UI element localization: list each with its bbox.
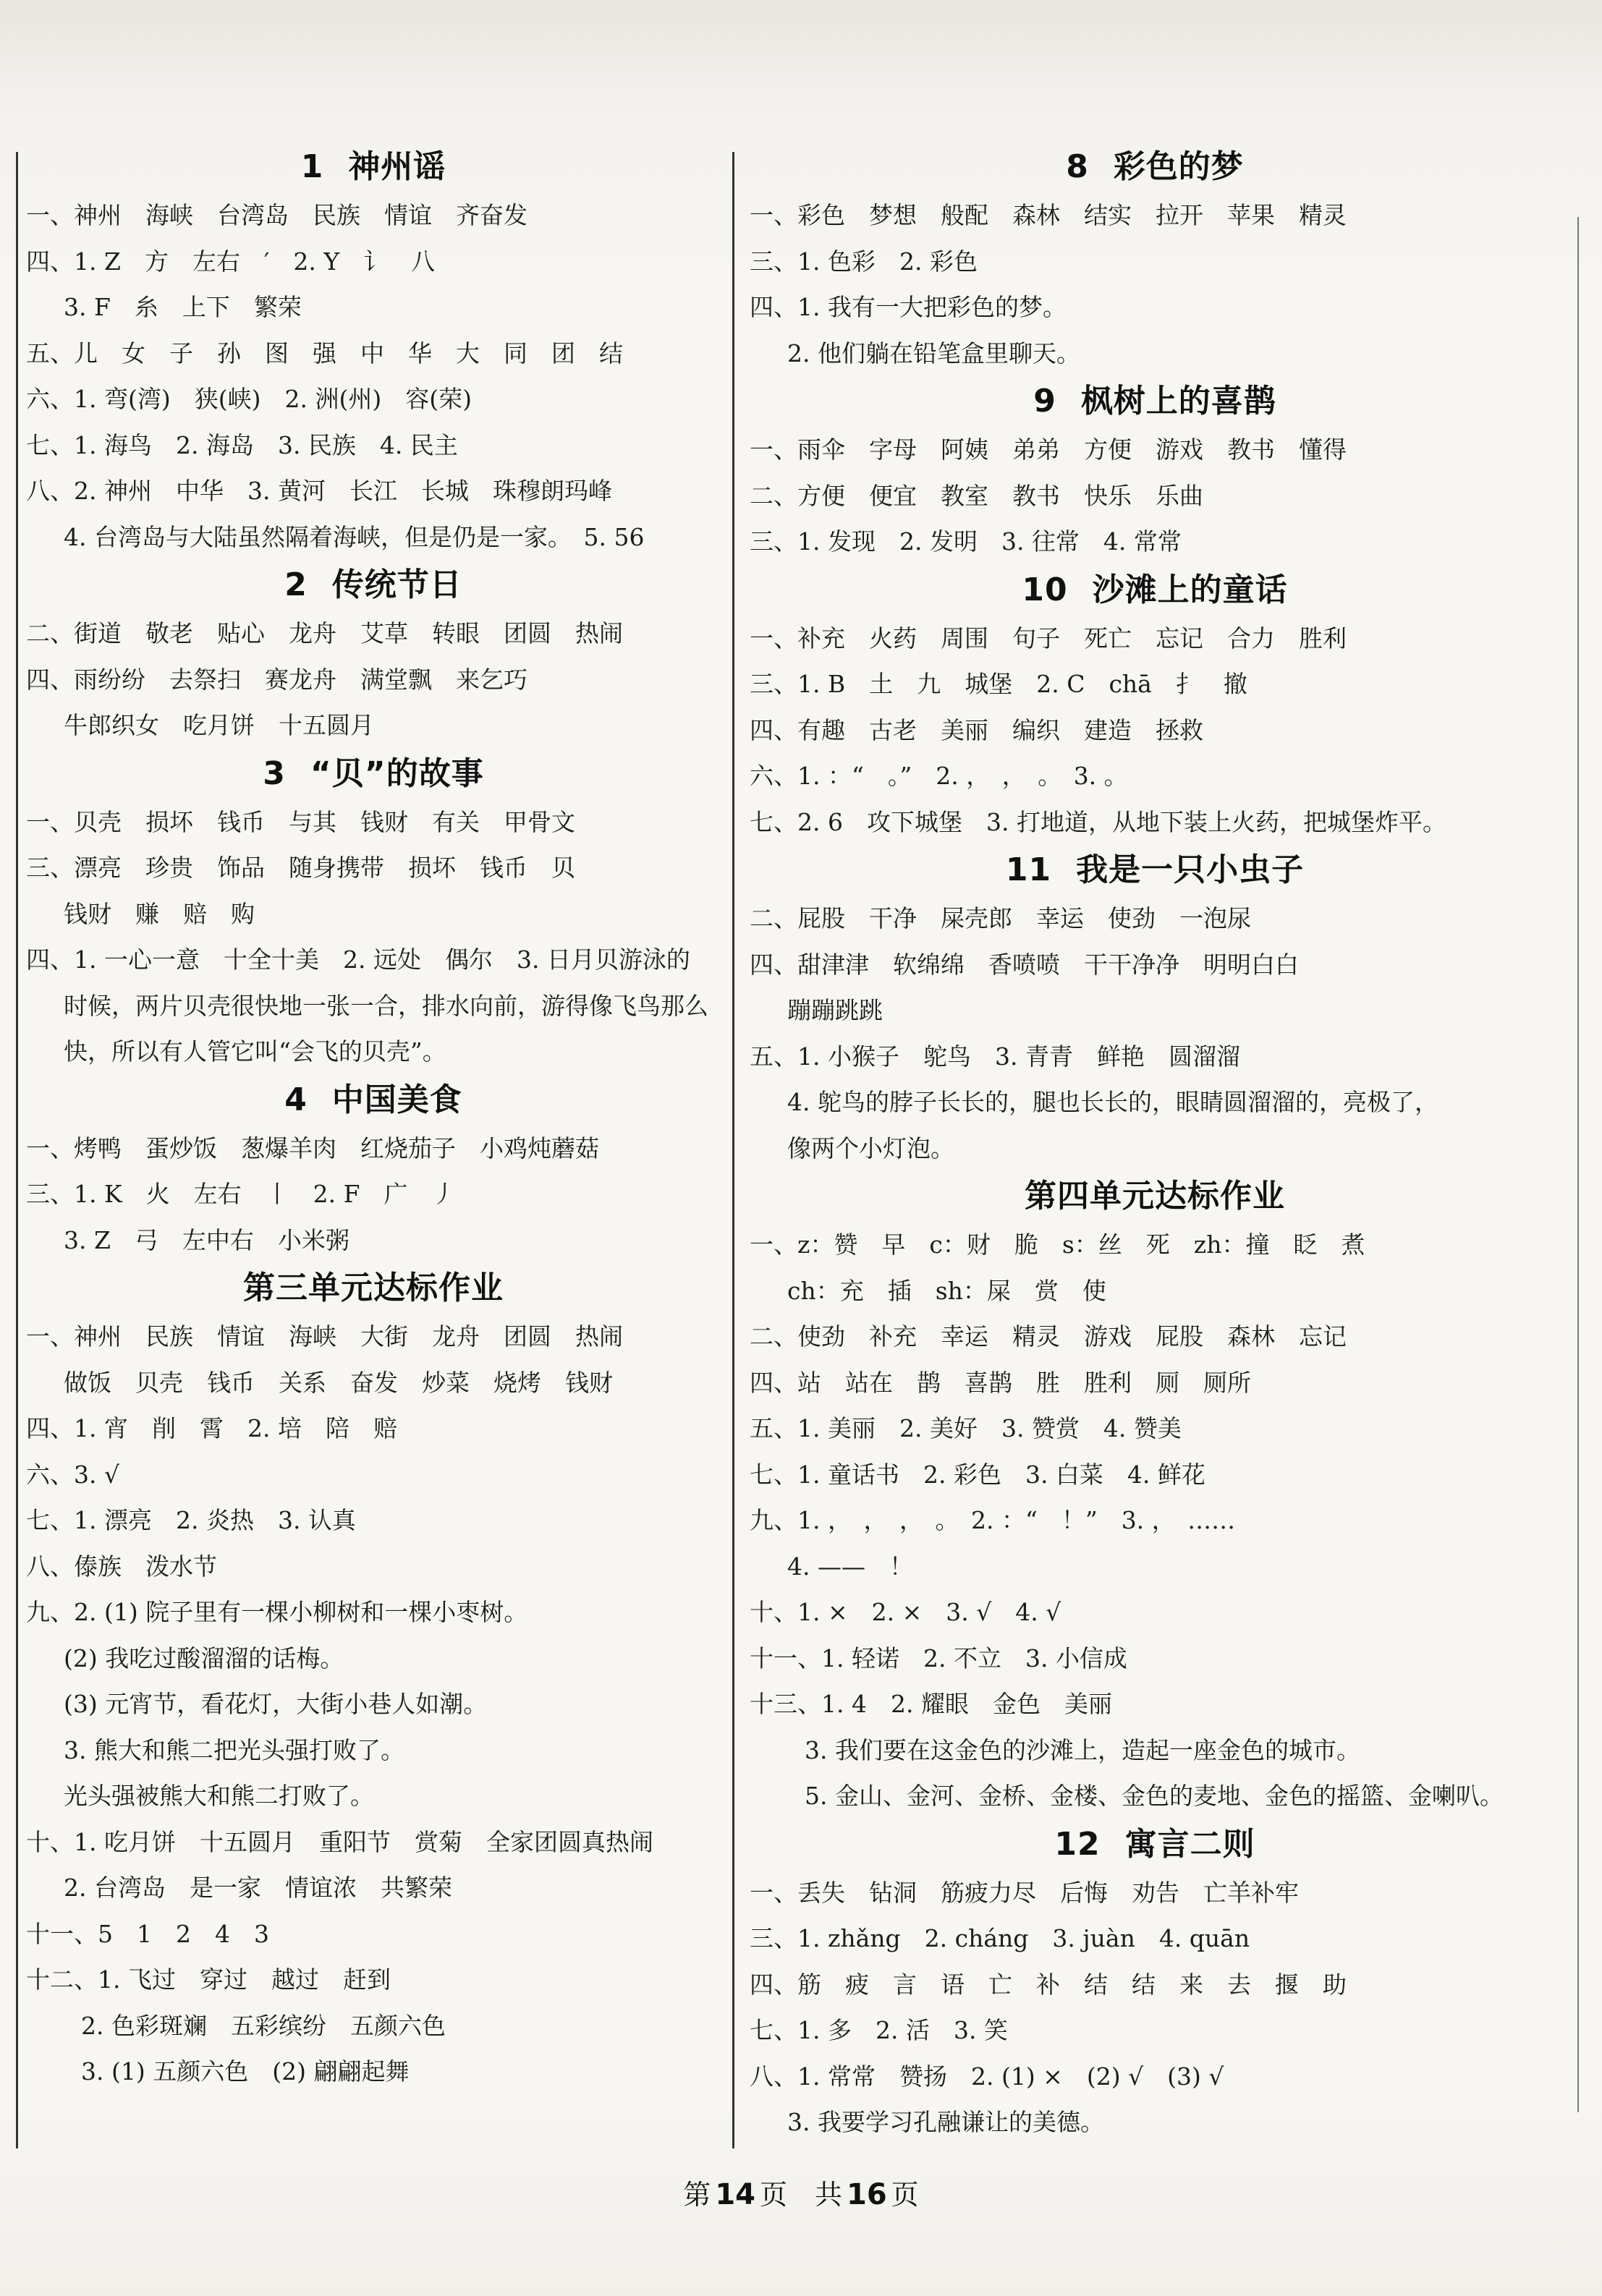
answer-line: 四、1. 我有一大把彩色的梦。 — [750, 293, 1067, 321]
answer-line: 三、1. K 火 左右 丨 2. F 广 丿 — [26, 1180, 456, 1208]
answer-line: (2) 我吃过酸溜溜的话梅。 — [64, 1644, 344, 1672]
answer-line: 三、1. B 土 九 城堡 2. C chā 扌 撤 — [750, 670, 1247, 698]
footer-middle: 页 共 — [759, 2179, 842, 2211]
answer-line: 像两个小灯泡。 — [787, 1134, 954, 1162]
answer-line: 三、1. zhǎng 2. cháng 3. juàn 4. quān — [750, 1924, 1250, 1952]
right-column — [750, 142, 1560, 2146]
answer-line: 十二、1. 飞过 穿过 越过 赶到 — [26, 1965, 391, 1994]
answer-line: 一、神州 海峡 台湾岛 民族 情谊 齐奋发 — [26, 201, 527, 229]
section-title — [750, 1171, 1560, 1222]
answer-line: 十一、1. 轻诺 2. 不立 3. 小信成 — [750, 1644, 1127, 1672]
footer-suffix: 页 — [891, 2179, 919, 2211]
page-footer — [0, 2173, 1602, 2216]
section-number: 1 — [300, 148, 324, 185]
answer-line: 四、1. 一心一意 十全十美 2. 远处 偶尔 3. 日月贝游泳的 — [26, 945, 690, 974]
answer-line: 八、傣族 泼水节 — [26, 1552, 217, 1581]
section-number: 12 — [1054, 1825, 1101, 1863]
section-title — [750, 1819, 1560, 1870]
answer-line: 八、1. 常常 赞扬 2. (1) × (2) √ (3) √ — [750, 2062, 1224, 2091]
answer-line: 一、雨伞 字母 阿姨 弟弟 方便 游戏 教书 懂得 — [750, 435, 1347, 464]
section-title-text: 神州谣 — [348, 148, 446, 185]
answer-line: 蹦蹦跳跳 — [787, 996, 883, 1024]
answer-line: 3. F 糸 上下 繁荣 — [64, 293, 302, 321]
answer-line: 4. 台湾岛与大陆虽然隔着海峡，但是仍是一家。 5. 56 — [64, 522, 645, 551]
section-title — [750, 845, 1560, 896]
answer-line: 一、彩色 梦想 般配 森林 结实 拉开 苹果 精灵 — [750, 201, 1347, 229]
answer-line: 3. 我要学习孔融谦让的美德。 — [787, 2108, 1104, 2136]
answer-line: 时候，两片贝壳很快地一张一合，排水向前，游得像飞鸟那么 — [64, 991, 708, 1020]
section-title — [26, 749, 721, 799]
answer-line: 2. 台湾岛 是一家 情谊浓 共繁荣 — [64, 1874, 452, 1902]
answer-line: 五、1. 小猴子 鸵鸟 3. 青青 鲜艳 圆溜溜 — [750, 1042, 1240, 1071]
answer-line: 五、儿 女 子 孙 图 强 中 华 大 同 团 结 — [26, 339, 623, 367]
answer-line: 二、方便 便宜 教室 教书 快乐 乐曲 — [750, 481, 1203, 510]
answer-line: 3. Z 弓 左中右 小米粥 — [64, 1225, 349, 1254]
section-number: 10 — [1022, 571, 1068, 608]
left-column — [26, 142, 721, 2095]
answer-line: ch：充 插 sh：屎 赏 使 — [787, 1276, 1106, 1305]
answer-line: 二、街道 敬老 贴心 龙舟 艾草 转眼 团圆 热闹 — [26, 619, 623, 647]
section-number: 8 — [1066, 148, 1089, 185]
answer-line: 七、1. 漂亮 2. 炎热 3. 认真 — [26, 1506, 356, 1534]
answer-line: 六、1. 弯(湾) 狭(峡) 2. 洲(州) 容(荣) — [26, 385, 472, 413]
answer-line: 二、使劲 补充 幸运 精灵 游戏 屁股 森林 忘记 — [750, 1322, 1347, 1351]
answer-line: 3. (1) 五颜六色 (2) 翩翩起舞 — [81, 2057, 410, 2085]
section-title-text: 第四单元达标作业 — [1025, 1178, 1285, 1215]
section-number: 3 — [263, 754, 286, 792]
answer-line: 十三、1. 4 2. 耀眼 金色 美丽 — [750, 1690, 1112, 1718]
answer-line: 做饭 贝壳 钱币 关系 奋发 炒菜 烧烤 钱财 — [64, 1368, 613, 1397]
answer-line: 一、丢失 钻洞 筋疲力尽 后悔 劝告 亡羊补牢 — [750, 1878, 1299, 1907]
section-title-text: “贝”的故事 — [310, 754, 484, 792]
answer-line: 一、贝壳 损坏 钱币 与其 钱财 有关 甲骨文 — [26, 807, 575, 836]
answer-line: 钱财 赚 赔 购 — [64, 899, 255, 928]
section-title — [26, 1263, 721, 1314]
answer-line: 十一、5 1 2 4 3 — [26, 1919, 269, 1948]
answer-line: 3. 我们要在这金色的沙滩上，造起一座金色的城市。 — [805, 1735, 1360, 1764]
section-title-text: 中国美食 — [331, 1081, 462, 1118]
section-title-text: 枫树上的喜鹊 — [1080, 383, 1276, 420]
right-margin-rule — [1577, 217, 1579, 2112]
section-title-text: 第三单元达标作业 — [243, 1270, 504, 1306]
answer-line: 四、甜津津 软绵绵 香喷喷 干干净净 明明白白 — [750, 950, 1299, 979]
answer-line: 四、站 站在 鹊 喜鹊 胜 胜利 厕 厕所 — [750, 1368, 1251, 1397]
answer-line: 四、有趣 古老 美丽 编织 建造 拯救 — [750, 715, 1203, 744]
answer-line: 三、1. 色彩 2. 彩色 — [750, 247, 978, 276]
answer-line: 六、3. √ — [26, 1460, 120, 1489]
section-title — [750, 142, 1560, 192]
answer-line: 四、雨纷纷 去祭扫 赛龙舟 满堂飘 来乞巧 — [26, 665, 527, 694]
section-title — [26, 1075, 721, 1126]
section-title — [750, 565, 1560, 616]
answer-line: 六、1. ：“ 。” 2. ， ， 。 3. 。 — [750, 762, 1128, 790]
answer-line: 五、1. 美丽 2. 美好 3. 赞赏 4. 赞美 — [750, 1414, 1182, 1442]
answer-line: 3. 熊大和熊二把光头强打败了。 — [64, 1735, 404, 1764]
section-number: 9 — [1033, 383, 1056, 420]
answer-line: 九、2. (1) 院子里有一棵小柳树和一棵小枣树。 — [26, 1598, 528, 1626]
section-title — [26, 142, 721, 192]
answer-line: 七、1. 童话书 2. 彩色 3. 白菜 4. 鲜花 — [750, 1460, 1205, 1489]
section-title — [750, 376, 1560, 427]
answer-line: 2. 他们躺在铅笔盒里聊天。 — [787, 339, 1080, 367]
section-title-text: 传统节日 — [331, 566, 462, 603]
answer-line: 十、1. 吃月饼 十五圆月 重阳节 赏菊 全家团圆真热闹 — [26, 1827, 653, 1856]
answer-line: 四、1. Z 方 左右 ′ 2. Y 讠 八 — [26, 247, 436, 276]
section-title-text: 沙滩上的童话 — [1092, 571, 1288, 608]
answer-line: 牛郎织女 吃月饼 十五圆月 — [64, 711, 374, 739]
answer-line: 四、筋 疲 言 语 亡 补 结 结 来 去 揠 助 — [750, 1970, 1347, 1999]
column-divider — [732, 152, 734, 2148]
answer-line: 二、屁股 干净 屎壳郎 幸运 使劲 一泡尿 — [750, 904, 1251, 932]
answer-line: 十、1. × 2. × 3. √ 4. √ — [750, 1598, 1061, 1626]
section-title-text: 我是一只小虫子 — [1076, 851, 1305, 888]
answer-line: (3) 元宵节，看花灯，大街小巷人如潮。 — [64, 1690, 488, 1718]
footer-prefix: 第 — [683, 2179, 711, 2211]
section-title-text: 彩色的梦 — [1113, 148, 1244, 185]
answer-line: 七、2. 6 攻下城堡 3. 打地道，从地下装上火药，把城堡炸平。 — [750, 807, 1446, 836]
section-title — [26, 560, 721, 611]
section-title-text: 寓言二则 — [1124, 1825, 1255, 1863]
section-number: 4 — [284, 1081, 308, 1118]
answer-line: 七、1. 海鸟 2. 海岛 3. 民族 4. 民主 — [26, 430, 458, 459]
answer-line: 2. 色彩斑斓 五彩缤纷 五颜六色 — [81, 2011, 446, 2040]
answer-line: 四、1. 宵 削 霄 2. 培 陪 赔 — [26, 1414, 397, 1442]
left-margin-rule — [16, 152, 18, 2148]
answer-line: 4. 鸵鸟的脖子长长的，腿也长长的，眼睛圆溜溜的，亮极了， — [787, 1088, 1438, 1116]
answer-line: 光头强被熊大和熊二打败了。 — [64, 1782, 374, 1810]
answer-line: 七、1. 多 2. 活 3. 笑 — [750, 2016, 1008, 2044]
footer-total-pages: 16 — [847, 2178, 887, 2211]
answer-line: 三、漂亮 珍贵 饰品 随身携带 损坏 钱币 贝 — [26, 854, 575, 882]
answer-line: 4. —— ！ — [787, 1552, 913, 1581]
answer-line: 九、1. ， ， ， 。 2. ：“ ！” 3. ， …… — [750, 1506, 1236, 1534]
answer-line: 一、神州 民族 情谊 海峡 大街 龙舟 团圆 热闹 — [26, 1322, 623, 1351]
section-number: 11 — [1005, 851, 1052, 888]
answer-line: 八、2. 神州 中华 3. 黄河 长江 长城 珠穆朗玛峰 — [26, 477, 612, 505]
answer-line: 一、烤鸭 蛋炒饭 葱爆羊肉 红烧茄子 小鸡炖蘑菇 — [26, 1134, 599, 1162]
answer-line: 一、补充 火药 周围 句子 死亡 忘记 合力 胜利 — [750, 624, 1347, 652]
footer-page-number: 14 — [715, 2178, 755, 2211]
answer-line: 5. 金山、金河、金桥、金楼、金色的麦地、金色的摇篮、金喇叭。 — [805, 1782, 1504, 1810]
section-number: 2 — [284, 566, 308, 603]
answer-line: 一、z：赞 早 c：财 脆 s：丝 死 zh：撞 眨 煮 — [750, 1230, 1365, 1259]
answer-line: 快，所以有人管它叫“会飞的贝壳”。 — [64, 1037, 446, 1066]
answer-line: 三、1. 发现 2. 发明 3. 往常 4. 常常 — [750, 527, 1182, 556]
